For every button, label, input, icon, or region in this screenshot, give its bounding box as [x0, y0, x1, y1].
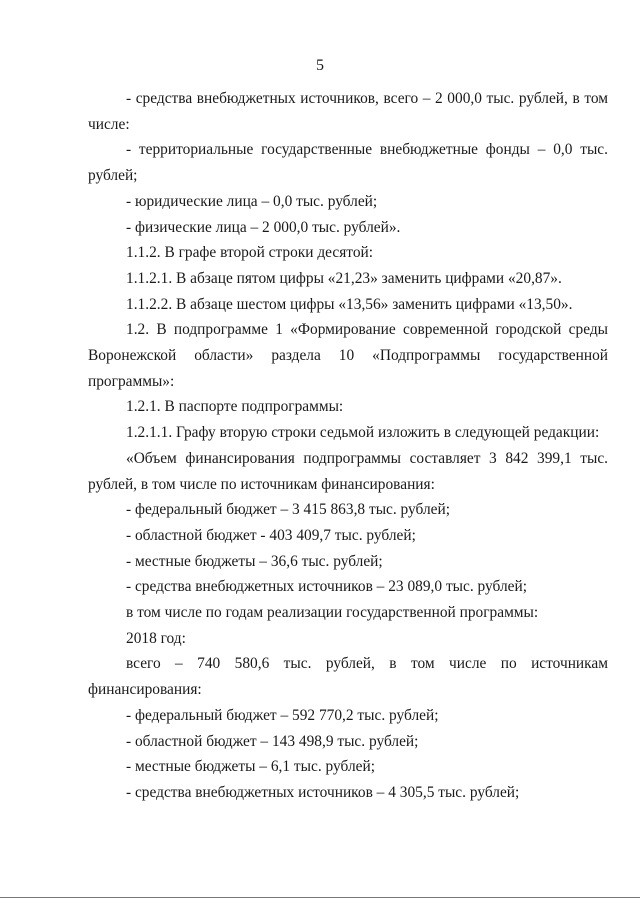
paragraph-line: программы»:	[88, 372, 175, 390]
paragraph-line: - областной бюджет – 143 498,9 тыс. рублей;	[126, 732, 419, 750]
paragraph-line: всего – 740 580,6 тыс. рублей, в том числе по источникам	[126, 655, 608, 673]
paragraph-line: - областной бюджет - 403 409,7 тыс. рублей;	[126, 526, 416, 544]
paragraph-line: 1.2.1. В паспорте подпрограммы:	[126, 398, 344, 416]
paragraph-line: Воронежской области» раздела 10 «Подпрограммы государственной	[88, 347, 608, 365]
paragraph-line: - федеральный бюджет – 3 415 863,8 тыс. рублей;	[126, 501, 451, 519]
document-body	[88, 86, 608, 806]
paragraph-line: 2018 год:	[126, 629, 186, 647]
paragraph-line: - средства внебюджетных источников – 4 305,5 тыс. рублей;	[126, 783, 520, 801]
paragraph-line: - средства внебюджетных источников – 23 089,0 тыс. рублей;	[126, 578, 527, 596]
paragraph-line: - юридические лица – 0,0 тыс. рублей;	[126, 192, 378, 210]
paragraph-line: 1.1.2. В графе второй строки десятой:	[126, 244, 374, 262]
paragraph-line: - местные бюджеты – 36,6 тыс. рублей;	[126, 552, 383, 570]
paragraph-line: числе:	[88, 115, 130, 133]
paragraph-line: рублей, в том числе по источникам финансирования:	[88, 475, 435, 493]
paragraph-line: - физические лица – 2 000,0 тыс. рублей».	[126, 218, 401, 236]
paragraph-line: «Объем финансирования подпрограммы составляет 3 842 399,1 тыс.	[126, 449, 608, 467]
paragraph-line: - федеральный бюджет – 592 770,2 тыс. рублей;	[126, 706, 439, 724]
paragraph-line: 1.1.2.1. В абзаце пятом цифры «21,23» заменить цифрами «20,87».	[126, 269, 562, 287]
paragraph-line: в том числе по годам реализации государственной программы:	[126, 604, 539, 622]
paragraph-line: рублей;	[88, 167, 138, 185]
paragraph-line: финансирования:	[88, 681, 202, 699]
paragraph-line: 1.2. В подпрограмме 1 «Формирование современной городской среды	[126, 321, 608, 339]
paragraph-line: - местные бюджеты – 6,1 тыс. рублей;	[126, 758, 375, 776]
paragraph-line: - средства внебюджетных источников, всего – 2 000,0 тыс. рублей, в том	[126, 90, 608, 107]
paragraph-line: 1.1.2.2. В абзаце шестом цифры «13,56» заменить цифрами «13,50».	[126, 295, 573, 313]
paragraph-line: - территориальные государственные внебюджетные фонды – 0,0 тыс.	[126, 141, 608, 159]
paragraph-line: 1.2.1.1. Графу вторую строки седьмой изложить в следующей редакции:	[126, 424, 600, 442]
page-bottom-edge	[0, 897, 640, 898]
page-number: 5	[316, 57, 324, 74]
